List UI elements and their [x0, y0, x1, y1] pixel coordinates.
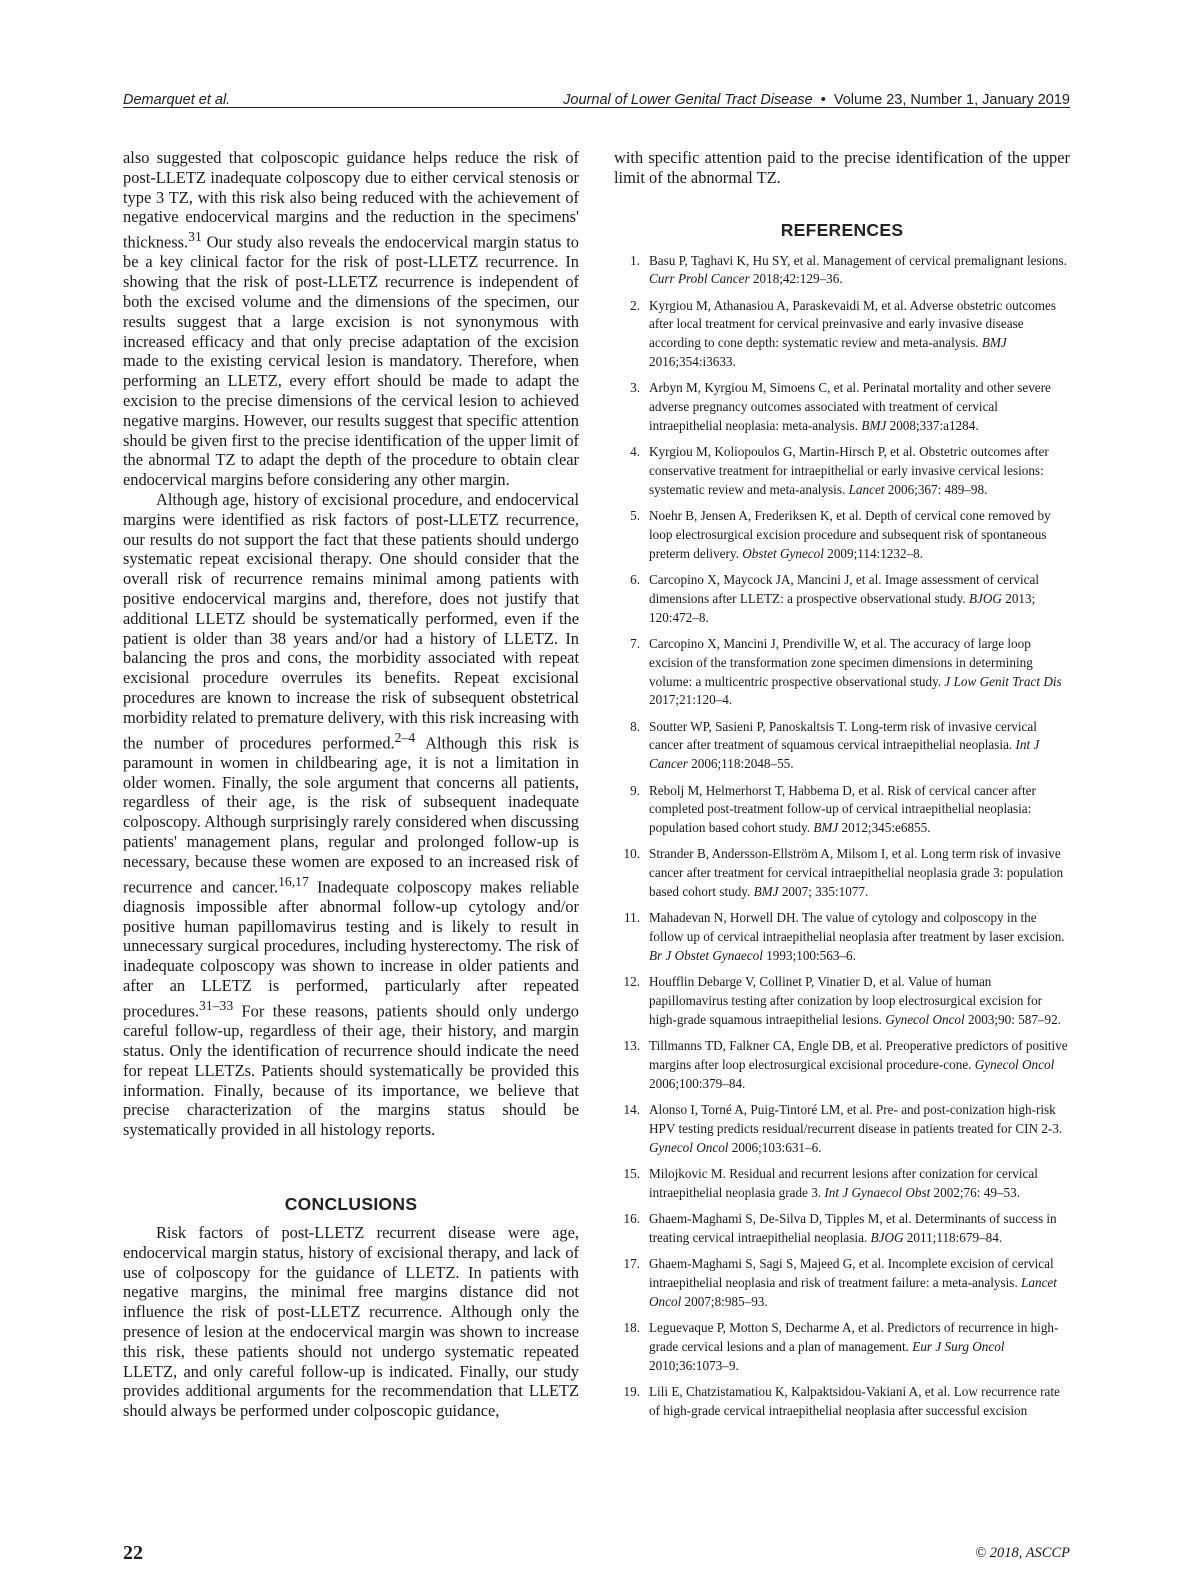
- reference-text: Ghaem-Maghami S, Sagi S, Majeed G, et al. Incomplete excision of cervical intraepithelial neoplasia and risk of treatment failure: a meta-analysis. Lancet Oncol 2007;8:985–93.: [649, 1256, 1057, 1309]
- reference-text: Tillmanns TD, Falkner CA, Engle DB, et al. Preoperative predictors of positive margins after loop electrosurgical excisional procedure-cone. Gynecol Oncol 2006;100:379–84.: [649, 1038, 1068, 1091]
- reference-number: 6.: [630, 572, 640, 588]
- reference-number: 4.: [630, 444, 640, 460]
- header-rule: [123, 107, 1070, 108]
- reference-item: [614, 1255, 1070, 1311]
- running-head-authors: Demarquet et al.: [123, 92, 231, 108]
- reference-text: Carcopino X, Maycock JA, Mancini J, et al. Image assessment of cervical dimensions after LLETZ: a prospective observational study. BJOG 2013; 120:472–8.: [649, 572, 1040, 625]
- reference-number: 13.: [623, 1038, 640, 1054]
- reference-text: Carcopino X, Mancini J, Prendiville W, et al. The accuracy of large loop excision of the transformation zone specimen dimensions in determining volume: a multicentric prospective observational study. J Low Genit Tract Dis 2017;21:120–4.: [649, 635, 1062, 708]
- reference-text: Ghaem-Maghami S, De-Silva D, Tipples M, et al. Determinants of success in treating cervical intraepithelial neoplasia. BJOG 2011;118:679–84.: [649, 1210, 1057, 1245]
- right-column: [614, 148, 1070, 1428]
- reference-text: Alonso I, Torné A, Puig-Tintoré LM, et al. Pre- and post-conization high-risk HPV testing predicts residual/recurrent disease in patients treated for CIN 2-3. Gynecol Oncol 2006;103:631–6.: [649, 1101, 1063, 1155]
- journal-title: Journal of Lower Genital Tract Disease: [563, 92, 813, 108]
- reference-number: 1.: [630, 252, 640, 268]
- reference-item: [614, 297, 1070, 372]
- copyright-notice: © 2018, ASCCP: [975, 1545, 1070, 1561]
- reference-number: 8.: [630, 718, 640, 734]
- reference-number: 14.: [623, 1101, 640, 1117]
- reference-item: [614, 845, 1070, 901]
- continuation-paragraph: with specific attention paid to the precise identification of the upper limit of the abnormal TZ.: [614, 148, 1070, 187]
- reference-item: [614, 1383, 1070, 1421]
- reference-text: Soutter WP, Sasieni P, Panoskaltsis T. Long-term risk of invasive cervical cancer after treatment of squamous cervical intraepithelial neoplasia. Int J Cancer 2006;118:2048–55.: [649, 718, 1040, 772]
- conclusions-heading: CONCLUSIONS: [284, 1193, 418, 1214]
- page-number: 22: [123, 1542, 143, 1564]
- reference-text: Rebolj M, Helmerhorst T, Habbema D, et al. Risk of cervical cancer after completed post-treatment follow-up of cervical intraepithelial neoplasia: population based cohort study. BMJ 2012;345:e6855.: [649, 782, 1036, 836]
- reference-number: 7.: [630, 635, 640, 651]
- reference-number: 16.: [623, 1210, 640, 1226]
- reference-item: [614, 1319, 1070, 1375]
- bullet-separator: •: [820, 92, 826, 108]
- reference-item: [614, 443, 1070, 499]
- reference-text: Houfflin Debarge V, Collinet P, Vinatier D, et al. Value of human papillomavirus testing after conization by loop electrosurgical excision for high-grade squamous intraepithelial lesions. Gynecol Oncol 2003;90: 587–92.: [649, 974, 1062, 1027]
- reference-number: 10.: [623, 846, 640, 862]
- reference-text: Basu P, Taghavi K, Hu SY, et al. Management of cervical premalignant lesions. Curr Probl Cancer 2018;42:129–36.: [649, 252, 1067, 287]
- reference-number: 12.: [623, 974, 640, 990]
- reference-number: 2.: [630, 297, 640, 313]
- reference-item: [614, 571, 1070, 627]
- left-column: [123, 148, 579, 1421]
- reference-text: Arbyn M, Kyrgiou M, Simoens C, et al. Perinatal mortality and other severe adverse pregnancy outcomes associated with treatment of cervical intraepithelial neoplasia: meta-analysis. BMJ 2008;337:a1284.: [649, 380, 1051, 433]
- reference-text: Lili E, Chatzistamatiou K, Kalpaktsidou-Vakiani A, et al. Low recurrence rate of high-grade cervical intraepithelial neoplasia after successful excision: [649, 1383, 1060, 1418]
- reference-item: [614, 1210, 1070, 1248]
- reference-item: [614, 718, 1070, 774]
- reference-item: [614, 1037, 1070, 1093]
- reference-text: Kyrgiou M, Koliopoulos G, Martin-Hirsch P, et al. Obstetric outcomes after conservative treatment for intraepithelial or early invasive cervical lesions: systematic review and meta-analysis. Lancet 2006;367: 489–98.: [649, 444, 1049, 497]
- reference-text: Kyrgiou M, Athanasiou A, Paraskevaidi M, et al. Adverse obstetric outcomes after local treatment for cervical preinvasive and early invasive disease according to cone depth: systematic review and meta-analysis. BMJ 2016;354:i3633.: [649, 297, 1057, 370]
- reference-number: 5.: [630, 508, 640, 524]
- reference-text: Noehr B, Jensen A, Frederiksen K, et al. Depth of cervical cone removed by loop electrosurgical excision procedure and subsequent risk of spontaneous preterm delivery. Obstet Gynecol 2009;114:1232–8.: [649, 508, 1051, 561]
- reference-text: Milojkovic M. Residual and recurrent lesions after conization for cervical intraepithelial neoplasia grade 3. Int J Gynaecol Obst 2002;76: 49–53.: [649, 1165, 1038, 1200]
- references-heading: REFERENCES: [780, 219, 904, 240]
- reference-text: Leguevaque P, Motton S, Decharme A, et al. Predictors of recurrence in high-grade cervical lesions and a plan of management. Eur J Surg Oncol 2010;36:1073–9.: [649, 1319, 1059, 1373]
- reference-number: 17.: [623, 1256, 640, 1272]
- reference-item: [614, 782, 1070, 838]
- reference-item: [614, 379, 1070, 435]
- reference-item: [614, 909, 1070, 965]
- running-head-journal-info: [563, 92, 1070, 108]
- reference-text: Mahadevan N, Horwell DH. The value of cytology and colposcopy in the follow up of cervical intraepithelial neoplasia after treatment by laser excision. Br J Obstet Gynaecol 1993;100:563–6.: [649, 910, 1065, 963]
- reference-item: [614, 973, 1070, 1029]
- reference-number: 9.: [630, 782, 640, 798]
- body-paragraph-2: Although age, history of excisional procedure, and endocervical margins were identified as risk factors of post-LLETZ recurrence, our results do not support the fact that these patients should undergo systematic repeat excisional therapy. One should consider that the overall risk of recurrence remains minimal among patients with positive endocervical margins and, therefore, does not justify that additional LLETZ should be systematically performed, even if the patient is older than 38 years and/or had a history of LLETZ. In balancing the pros and cons, the morbidity associated with repeat excisional procedure overrules its benefits. Repeat excisional procedures are known to increase the risk of subsequent obstetrical morbidity related to premature delivery, with this risk increasing with the number of procedures performed.$^{2-4}$ Although this risk is paramount in women in childbearing age, it is not a limitation in older women. Finally, the sole argument that concerns all patients, regardless of their age, is the risk of subsequent inadequate colposcopy. Although surprisingly rarely considered when discussing patients' management plans, regular and prolonged follow-up is necessary, because these women are exposed to an increased risk of recurrence and cancer.$^{16,17}$ Inadequate colposcopy makes reliable diagnosis impossible after abnormal follow-up cytology and/or positive human papillomavirus testing and is likely to result in unnecessary surgical procedures, including hysterectomy. The risk of inadequate colposcopy was shown to increase in older patients and after an LLETZ is performed, particularly after repeated procedures.$^{31-33}$ For these reasons, patients should only undergo careful follow-up, regardless of their age, their history, and margin status. Only the identification of recurrence should indicate the need for repeat LLETZs. Patients should systematically be provided this information. Finally, because of its importance, we believe that precise characterization of the margins status should be systematically provided in all histology reports.: [123, 490, 580, 1140]
- reference-number: 3.: [630, 380, 640, 396]
- conclusions-paragraph: Risk factors of post-LLETZ recurrent disease were age, endocervical margin status, history of excisional therapy, and lack of use of colposcopy for the guidance of LLETZ. In patients with negative margins, the minimal free margins distance did not influence the risk of post-LLETZ recurrence. Although only the presence of lesion at the endocervical margin was shown to increase this risk, these patients should not undergo systematic repeated LLETZ, and only careful follow-up is indicated. Finally, our study provides additional arguments for the recommendation that LLETZ should always be performed under colposcopic guidance,: [123, 1222, 579, 1421]
- reference-item: [614, 252, 1070, 290]
- reference-item: [614, 635, 1070, 710]
- running-head: [123, 84, 1070, 108]
- reference-item: [614, 1165, 1070, 1203]
- reference-item: [614, 507, 1070, 563]
- reference-number: 15.: [623, 1165, 640, 1181]
- reference-number: 18.: [623, 1319, 640, 1335]
- reference-number: 11.: [624, 910, 640, 926]
- reference-text: Strander B, Andersson-Ellström A, Milsom I, et al. Long term risk of invasive cancer after treatment for cervical intraepithelial neoplasia grade 3: population based cohort study. BMJ 2007; 335:1077.: [649, 846, 1064, 899]
- volume-info: Volume 23, Number 1, January 2019: [833, 92, 1070, 108]
- reference-number: 19.: [623, 1383, 640, 1399]
- reference-item: [614, 1101, 1070, 1157]
- reference-list: [614, 252, 1070, 1421]
- body-paragraph-1: also suggested that colposcopic guidance helps reduce the risk of post-LLETZ inadequate colposcopy due to either cervical stenosis or type 3 TZ, with this risk also being reduced with the achievement of negative endocervical margins and the reduction in the specimens' thickness.$^{31}$ Our study also reveals the endocervical margin status to be a key clinical factor for the risk of post-LLETZ recurrence. In showing that the risk of post-LLETZ recurrence is independent of both the excised volume and the dimensions of the specimen, our results suggest that a large excision is not synonymous with increased efficacy and that only precise adaptation of the excision made to the existing cervical lesion is mandatory. Therefore, when performing an LLETZ, every effort should be made to adapt the excision to the precise dimensions of the cervical lesion to achieved negative margins. However, our results suggest that specific attention should be given first to the precise identification of the upper limit of the abnormal TZ to adapt the depth of the procedure to obtain clear endocervical margins before considering any other margin.: [123, 148, 579, 490]
